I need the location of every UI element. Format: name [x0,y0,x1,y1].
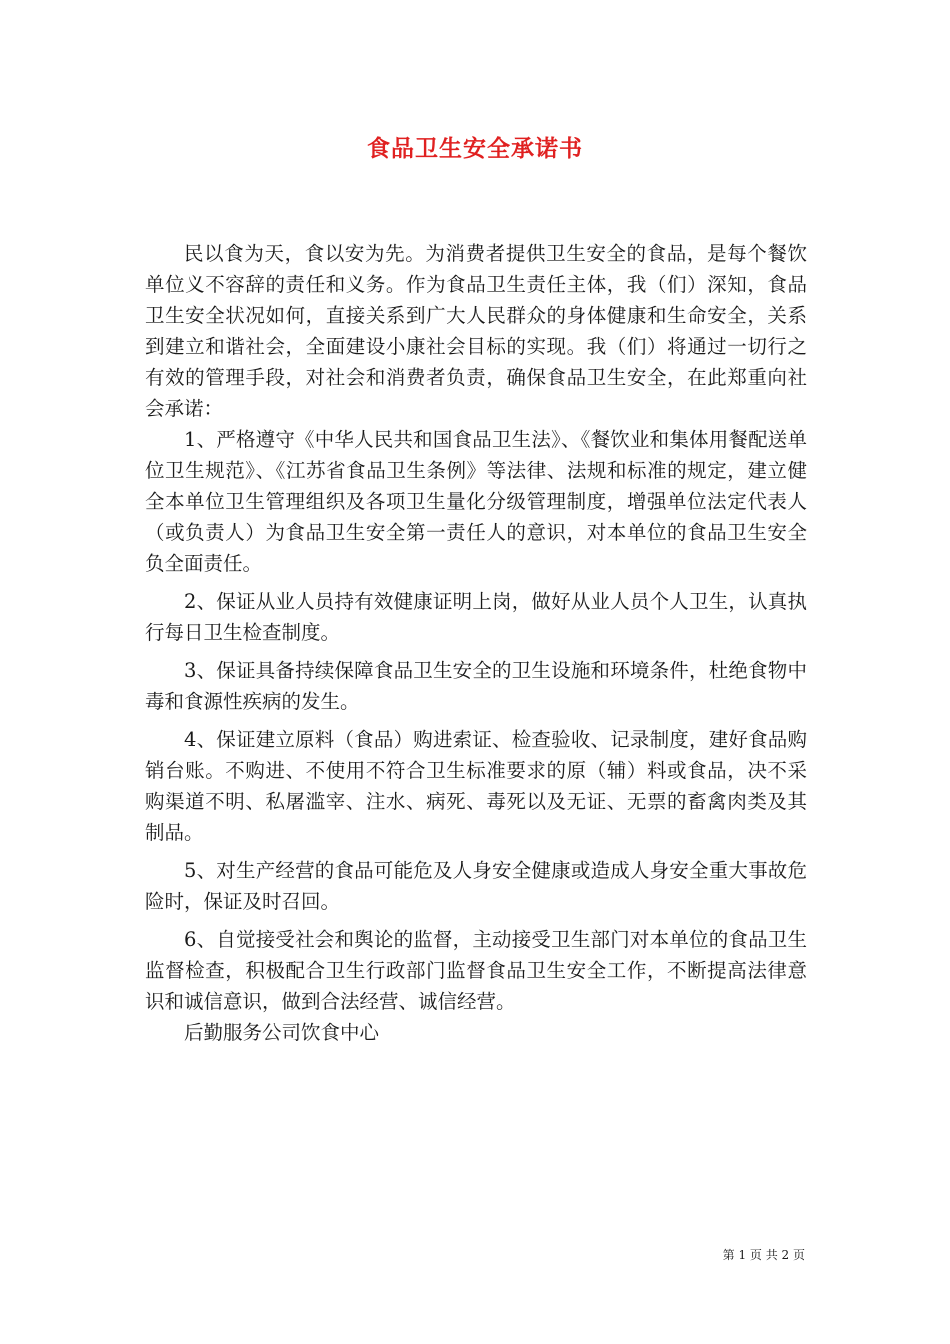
page-number: 第 1 页 共 2 页 [722,1248,805,1262]
commitment-item: 2、保证从业人员持有效健康证明上岗，做好从业人员个人卫生，认真执行每日卫生检查制度。 [145,590,807,644]
commitment-item: 6、自觉接受社会和舆论的监督，主动接受卫生部门对本单位的食品卫生监督检查，积极配合卫生行政部门监督食品卫生安全工作，不断提高法律意识和诚信意识，做到合法经营、诚信经营。 [145,928,807,1013]
commitment-item: 1、严格遵守《中华人民共和国食品卫生法》、《餐饮业和集体用餐配送单位卫生规范》、《江苏省食品卫生条例》等法律、法规和标准的规定，建立健全本单位卫生管理组织及各项卫生量化分级管理制度，增强单位法定代表人（或负责人）为食品卫生安全第一责任人的意识，对本单位的食品卫生安全负全面责任。 [145,428,807,575]
signature: 后勤服务公司饮食中心 [184,1021,380,1044]
commitment-item: 5、对生产经营的食品可能危及人身安全健康或造成人身安全重大事故危险时，保证及时召回。 [145,859,807,913]
intro-paragraph: 民以食为天，食以安为先。为消费者提供卫生安全的食品，是每个餐饮单位义不容辞的责任和义务。作为食品卫生责任主体，我（们）深知，食品卫生安全状况如何，直接关系到广大人民群众的身体健康和生命安全，关系到建立和谐社会，全面建设小康社会目标的实现。我（们）将通过一切行之有效的管理手段，对社会和消费者负责，确保食品卫生安全，在此郑重向社会承诺： [145,242,807,420]
commitment-item: 4、保证建立原料（食品）购进索证、检查验收、记录制度，建好食品购销台账。不购进、不使用不符合卫生标准要求的原（辅）料或食品，决不采购渠道不明、私屠滥宰、注水、病死、毒死以及无证、无票的畜禽肉类及其制品。 [145,728,807,844]
commitment-item: 3、保证具备持续保障食品卫生安全的卫生设施和环境条件，杜绝食物中毒和食源性疾病的发生。 [145,659,807,713]
page-title: 食品卫生安全承诺书 [367,135,583,162]
document-body [145,238,807,1048]
